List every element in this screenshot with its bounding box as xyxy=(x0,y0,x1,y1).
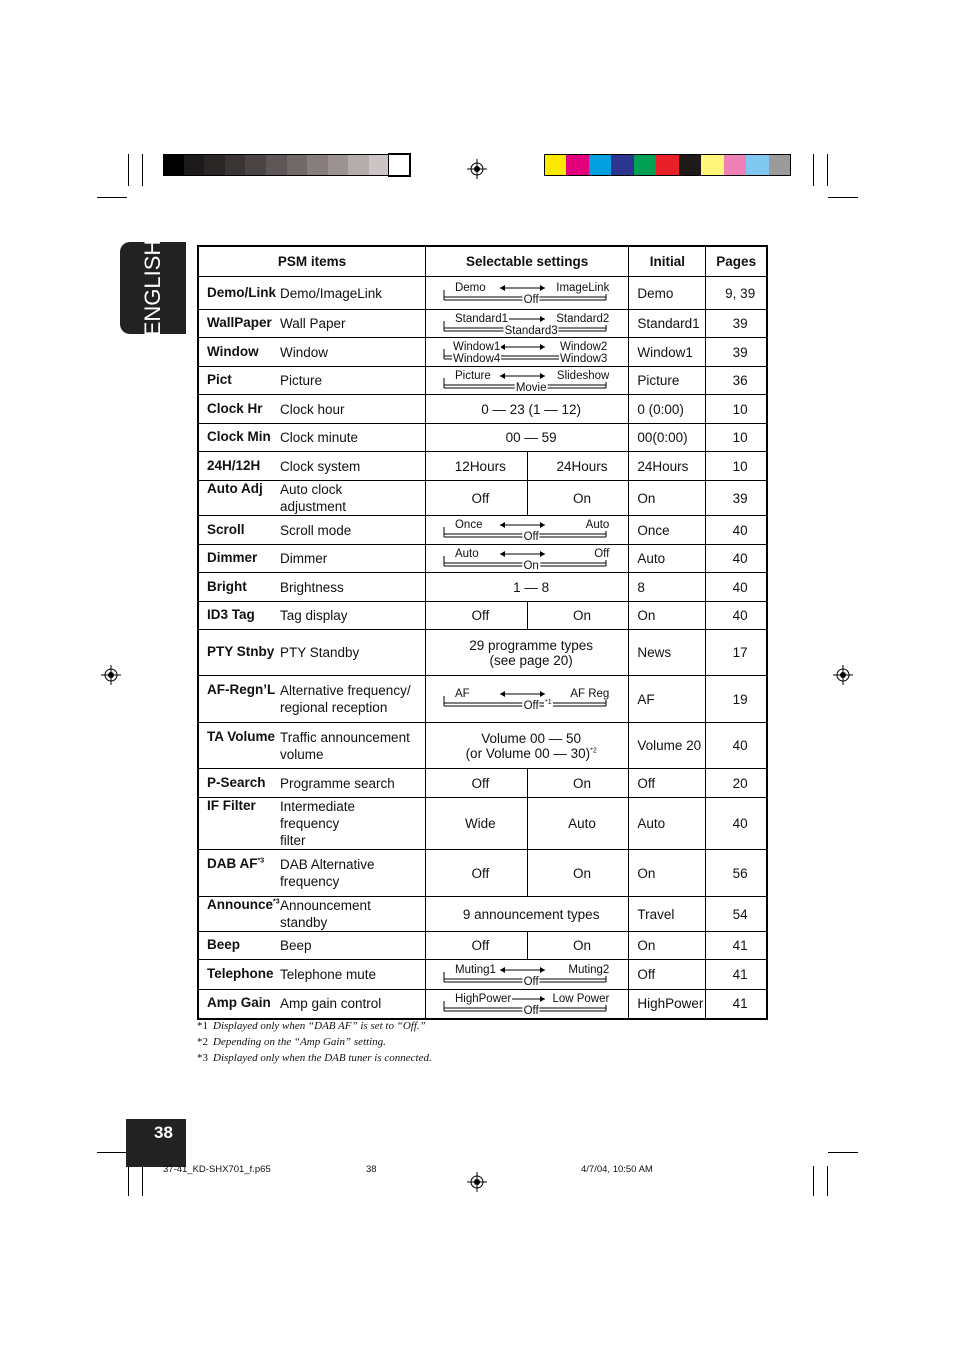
pages-cell: 40 xyxy=(706,516,767,545)
footnote: *2 Depending on the “Amp Gain” setting. xyxy=(197,1036,386,1048)
psm-item-cell xyxy=(198,516,425,545)
pages-cell: 36 xyxy=(706,367,767,395)
crop-mark xyxy=(828,1152,858,1153)
psm-item-cell xyxy=(198,424,425,452)
initial-value-cell: On xyxy=(629,602,706,630)
page-number-box xyxy=(126,1119,186,1167)
crop-mark xyxy=(142,1166,143,1196)
footer-file-name: 37-41_KD-SHX701_f.p65 xyxy=(163,1164,271,1175)
table-row xyxy=(198,338,767,367)
psm-item-name: Window xyxy=(207,343,259,359)
setting-option-left: Off xyxy=(425,932,527,960)
psm-item-cell xyxy=(198,452,425,481)
psm-item-name: Scroll xyxy=(207,521,245,537)
table-row xyxy=(198,424,767,452)
footnotes xyxy=(197,1018,432,1066)
psm-item-cell xyxy=(198,769,425,798)
table-row xyxy=(198,545,767,573)
setting-option-left: 12Hours xyxy=(425,452,527,481)
table-row xyxy=(198,798,767,850)
settings-cycle-cell: HighPower Low Power Off xyxy=(425,990,628,1019)
setting-option-left: Off xyxy=(425,602,527,630)
settings-cycle-cell: Window1 Window2 Window4 Window3 xyxy=(425,338,628,367)
psm-item-cell xyxy=(198,897,425,932)
psm-item-name: Auto Adj xyxy=(207,481,263,496)
psm-item-description: Brightness xyxy=(280,579,344,595)
pages-cell: 17 xyxy=(706,630,767,676)
table-row xyxy=(198,769,767,798)
pages-cell: 20 xyxy=(706,769,767,798)
initial-value-cell: On xyxy=(629,850,706,897)
setting-option-right: 24Hours xyxy=(527,452,629,481)
initial-value-cell: Once xyxy=(629,516,706,545)
psm-item-cell xyxy=(198,395,425,424)
psm-item-cell xyxy=(198,310,425,338)
psm-item-cell xyxy=(198,630,425,676)
table-row xyxy=(198,367,767,395)
pages-cell: 39 xyxy=(706,481,767,516)
settings-cycle-cell: Standard1 Standard2 Standard3 xyxy=(425,310,628,338)
setting-option-right: On xyxy=(527,602,629,630)
psm-item-cell xyxy=(198,338,425,367)
pages-cell: 39 xyxy=(706,338,767,367)
crop-mark xyxy=(827,1166,828,1196)
table-row xyxy=(198,630,767,676)
table-row xyxy=(198,602,767,630)
psm-item-name: ID3 Tag xyxy=(207,607,255,622)
initial-value-cell: On xyxy=(629,932,706,960)
setting-range-cell: 29 programme types (see page 20) xyxy=(425,630,628,676)
psm-item-description: Announcement standby xyxy=(280,898,371,930)
psm-item-name: P-Search xyxy=(207,774,266,790)
psm-item-name: DAB AF$^{*3}$ xyxy=(207,856,265,871)
psm-item-name: IF Filter xyxy=(207,798,256,813)
setting-range-cell: 0 — 23 (1 — 12) xyxy=(425,395,628,424)
language-tab xyxy=(120,239,186,337)
pages-cell: 41 xyxy=(706,960,767,990)
settings-cycle-cell: Once Auto Off xyxy=(425,516,628,545)
pages-cell: 40 xyxy=(706,723,767,769)
psm-item-cell xyxy=(198,676,425,723)
psm-item-description: PTY Standby xyxy=(280,645,360,660)
psm-item-description: Clock minute xyxy=(280,430,359,445)
psm-item-description: Auto clock adjustment xyxy=(280,482,347,514)
table-row xyxy=(198,310,767,338)
setting-option-right: On xyxy=(527,769,629,798)
initial-value-cell: Auto xyxy=(629,798,706,850)
psm-item-name: Announce$^{*3}$ xyxy=(207,897,280,912)
psm-item-name: Amp Gain xyxy=(207,995,271,1011)
pages-cell: 9, 39 xyxy=(706,277,767,310)
footer-date: 4/7/04, 10:50 AM xyxy=(581,1164,653,1175)
footer-page: 38 xyxy=(366,1164,377,1175)
table-row xyxy=(198,481,767,516)
psm-item-description: Telephone mute xyxy=(280,967,377,982)
pages-cell: 40 xyxy=(706,573,767,602)
crop-mark xyxy=(97,1152,127,1153)
psm-item-cell xyxy=(198,798,425,850)
psm-item-name: WallPaper xyxy=(207,315,272,330)
initial-value-cell: 8 xyxy=(629,573,706,602)
psm-table xyxy=(197,245,768,1020)
psm-item-description: Window xyxy=(280,344,329,360)
crop-mark xyxy=(813,1166,814,1196)
pages-cell: 56 xyxy=(706,850,767,897)
table-row xyxy=(198,277,767,310)
header-pages: Pages xyxy=(706,246,767,277)
settings-cycle-cell: AF AF Reg Off *1 xyxy=(425,676,628,723)
color-bar-frame xyxy=(163,154,410,176)
psm-item-name: Bright xyxy=(207,578,247,594)
table-row xyxy=(198,960,767,990)
pages-cell: 10 xyxy=(706,424,767,452)
initial-value-cell: 0 (0:00) xyxy=(629,395,706,424)
psm-item-cell xyxy=(198,990,425,1019)
psm-item-description: Clock hour xyxy=(280,401,345,417)
setting-range-cell: 1 — 8 xyxy=(425,573,628,602)
crop-mark xyxy=(97,197,127,198)
setting-option-left: Off xyxy=(425,481,527,516)
psm-item-description: Beep xyxy=(280,938,312,953)
registration-mark-icon xyxy=(833,665,853,685)
psm-item-description: Scroll mode xyxy=(280,522,352,538)
initial-value-cell: Standard1 xyxy=(629,310,706,338)
table-header-row xyxy=(198,246,767,277)
psm-item-cell xyxy=(198,602,425,630)
initial-value-cell: On xyxy=(629,481,706,516)
pages-cell: 41 xyxy=(706,990,767,1019)
registration-mark-icon xyxy=(467,1172,487,1192)
psm-item-name: Dimmer xyxy=(207,550,258,565)
pages-cell: 54 xyxy=(706,897,767,932)
table-row xyxy=(198,573,767,602)
psm-item-name: Beep xyxy=(207,937,241,952)
psm-item-cell xyxy=(198,723,425,769)
pages-cell: 39 xyxy=(706,310,767,338)
table-row xyxy=(198,452,767,481)
setting-option-left: Off xyxy=(425,769,527,798)
footnote: *1 Displayed only when “DAB AF” is set to “Off.” xyxy=(197,1020,426,1032)
setting-range-cell: 9 announcement types xyxy=(425,897,628,932)
settings-cycle-cell: Muting1 Muting2 Off xyxy=(425,960,628,990)
psm-item-description: Demo/ImageLink xyxy=(280,285,383,301)
setting-range-cell: Volume 00 — 50 (or Volume 00 — 30)$^{*2}$ xyxy=(425,723,628,769)
table-row xyxy=(198,723,767,769)
pages-cell: 10 xyxy=(706,452,767,481)
pages-cell: 40 xyxy=(706,545,767,573)
initial-value-cell: Auto xyxy=(629,545,706,573)
psm-item-description: Intermediate frequency filter xyxy=(280,799,356,848)
table-row xyxy=(198,676,767,723)
initial-value-cell: Off xyxy=(629,960,706,990)
psm-item-name: TA Volume xyxy=(207,728,276,744)
initial-value-cell: Window1 xyxy=(629,338,706,367)
setting-option-left: Off xyxy=(425,850,527,897)
language-tab-label: ENGLISH xyxy=(140,239,165,337)
psm-item-name: Demo/Link xyxy=(207,284,277,300)
psm-item-name: Clock Min xyxy=(207,429,271,444)
initial-value-cell: HighPower xyxy=(629,990,706,1019)
pages-cell: 41 xyxy=(706,932,767,960)
psm-item-cell xyxy=(198,545,425,573)
pages-cell: 19 xyxy=(706,676,767,723)
table-row xyxy=(198,395,767,424)
table-row xyxy=(198,990,767,1019)
initial-value-cell: Volume 20 xyxy=(629,723,706,769)
setting-option-right: On xyxy=(527,481,629,516)
psm-item-description: Picture xyxy=(280,373,323,388)
setting-option-left: Wide xyxy=(425,798,527,850)
psm-item-description: DAB Alternative frequency xyxy=(280,857,375,889)
psm-item-cell xyxy=(198,277,425,310)
psm-item-description: Alternative frequency/ regional reception xyxy=(280,683,411,715)
psm-item-description: Traffic announcement volume xyxy=(280,729,410,762)
psm-item-cell xyxy=(198,573,425,602)
setting-option-right: On xyxy=(527,850,629,897)
psm-item-cell xyxy=(198,481,425,516)
initial-value-cell: 00(0:00) xyxy=(629,424,706,452)
header-selectable-settings: Selectable settings xyxy=(425,246,628,277)
initial-value-cell: Demo xyxy=(629,277,706,310)
psm-item-description: Programme search xyxy=(280,775,395,791)
initial-value-cell: 24Hours xyxy=(629,452,706,481)
pages-cell: 40 xyxy=(706,798,767,850)
registration-mark-icon xyxy=(467,159,487,179)
psm-item-name: AF-Regn’L xyxy=(207,682,276,697)
initial-value-cell: AF xyxy=(629,676,706,723)
settings-cycle-cell: Demo ImageLink Off xyxy=(425,277,628,310)
setting-range-cell: 00 — 59 xyxy=(425,424,628,452)
psm-item-cell xyxy=(198,367,425,395)
pages-cell: 40 xyxy=(706,602,767,630)
pages-cell: 10 xyxy=(706,395,767,424)
header-initial: Initial xyxy=(629,246,706,277)
initial-value-cell: Picture xyxy=(629,367,706,395)
initial-value-cell: Off xyxy=(629,769,706,798)
psm-item-name: 24H/12H xyxy=(207,457,261,473)
psm-item-name: Clock Hr xyxy=(207,400,263,416)
psm-item-name: Telephone xyxy=(207,966,274,981)
setting-option-right: On xyxy=(527,932,629,960)
initial-value-cell: Travel xyxy=(629,897,706,932)
color-bar-frame xyxy=(544,154,791,176)
psm-item-description: Wall Paper xyxy=(280,316,346,331)
page-number: 38 xyxy=(154,1123,173,1142)
psm-item-cell xyxy=(198,960,425,990)
crop-mark xyxy=(813,154,814,186)
registration-mark-icon xyxy=(101,665,121,685)
settings-cycle-cell: Picture Slideshow Movie xyxy=(425,367,628,395)
psm-item-description: Clock system xyxy=(280,458,361,474)
table-row xyxy=(198,850,767,897)
settings-cycle-cell: Auto Off On xyxy=(425,545,628,573)
crop-mark xyxy=(827,154,828,186)
crop-mark xyxy=(128,154,129,186)
psm-item-description: Tag display xyxy=(280,608,348,623)
initial-value-cell: News xyxy=(629,630,706,676)
header-psm-items: PSM items xyxy=(198,246,425,277)
table-row xyxy=(198,897,767,932)
setting-option-right: Auto xyxy=(527,798,629,850)
psm-item-name: PTY Stnby xyxy=(207,644,275,659)
table-row xyxy=(198,516,767,545)
footnote: *3 Displayed only when the DAB tuner is connected. xyxy=(197,1052,432,1064)
psm-item-description: Amp gain control xyxy=(280,996,382,1012)
crop-mark xyxy=(128,1166,129,1196)
psm-item-description: Dimmer xyxy=(280,551,328,566)
psm-item-name: Pict xyxy=(207,372,232,387)
crop-mark xyxy=(142,154,143,186)
psm-item-cell xyxy=(198,932,425,960)
crop-mark xyxy=(828,197,858,198)
table-row xyxy=(198,932,767,960)
psm-item-cell xyxy=(198,850,425,897)
